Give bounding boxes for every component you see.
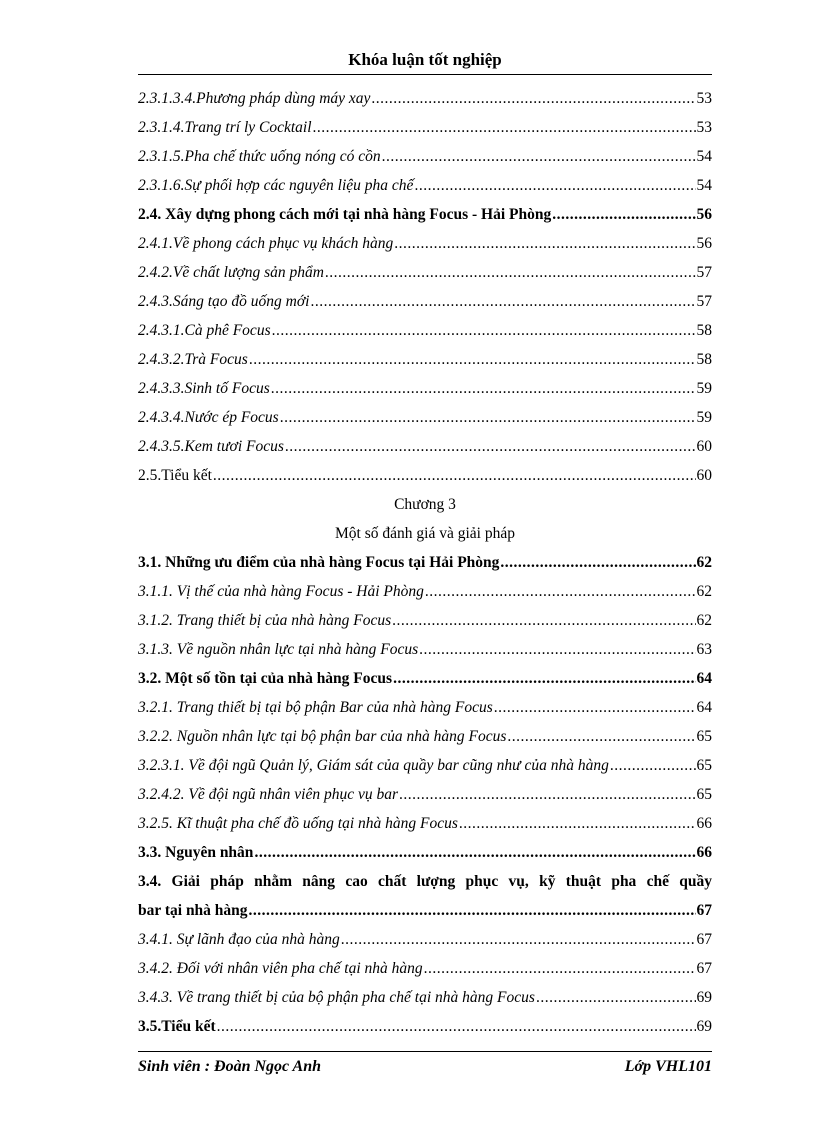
dot-leader [414,171,695,200]
toc-entry-page: 62 [696,554,712,571]
toc-entry-title: 2.4.3.4.Nước ép Focus [138,409,279,426]
toc-entry [138,84,712,113]
toc-entry-page: 65 [696,786,712,803]
dot-leader [371,84,695,113]
toc-entry-page: 64 [696,670,712,687]
toc-entry-title: 2.4.3.Sáng tạo đồ uống mới [138,293,310,310]
toc-entry-page: 56 [696,235,712,252]
dot-leader [249,896,696,925]
dot-leader [313,113,696,142]
toc-entry-page: 58 [696,351,712,368]
dot-leader [325,258,696,287]
toc-entry-title: 3.1. Những ưu điểm của nhà hàng Focus tại Hải Phòng [138,554,500,571]
dot-leader [536,983,696,1012]
chapter-heading: Chương 3 [394,496,456,513]
toc-entry [138,809,712,838]
toc-entry [138,171,712,200]
toc-entry-page: 65 [696,757,712,774]
toc-entry-title: 2.4. Xây dựng phong cách mới tại nhà hàng Focus - Hải Phòng [138,206,552,223]
toc-entry [138,693,712,722]
toc-entry-page: 60 [696,438,712,455]
dot-leader [459,809,696,838]
toc-entry-page: 67 [696,960,712,977]
dot-leader [610,751,696,780]
toc-entry-page: 57 [696,293,712,310]
toc-entry [138,664,712,693]
toc-entry-page: 59 [696,409,712,426]
toc-entry [138,1012,712,1041]
toc-entry [138,954,712,983]
toc-entry [138,316,712,345]
toc-entry-page: 67 [696,902,712,919]
toc-entry-page: 53 [696,90,712,107]
toc-entry [138,374,712,403]
toc-entry-title: 3.1.1. Vị thế của nhà hàng Focus - Hải Phòng [138,583,424,600]
dot-leader [272,316,696,345]
dot-leader [507,722,695,751]
toc-entry [138,461,712,490]
toc-entry [138,751,712,780]
toc-entry [138,548,712,577]
dot-leader [425,577,696,606]
toc-entry [138,925,712,954]
toc-entry [138,229,712,258]
toc-entry-title: 3.1.2. Trang thiết bị của nhà hàng Focus [138,612,392,629]
dot-leader [399,780,695,809]
toc-entry-title: 2.4.3.5.Kem tươi Focus [138,438,284,455]
toc-entry [138,635,712,664]
toc-entry-title: 2.4.3.2.Trà Focus [138,351,248,368]
toc-entry [138,287,712,316]
dot-leader [280,403,696,432]
toc-entry-title: 2.3.1.3.4.Phương pháp dùng máy xay [138,90,371,107]
toc-entry-page: 65 [696,728,712,745]
dot-leader [217,1012,696,1041]
dot-leader [285,432,696,461]
toc-entry-title: 2.4.1.Về phong cách phục vụ khách hàng [138,235,394,252]
dot-leader [254,838,695,867]
dot-leader [271,374,696,403]
toc-entry [138,113,712,142]
toc-entry [138,983,712,1012]
footer-class: Lớp VHL101 [624,1058,712,1075]
toc-entry-page: 56 [696,206,712,223]
toc-entry-title: 2.3.1.5.Pha chế thức uống nóng có cồn [138,148,381,165]
toc-entry [138,780,712,809]
toc-entry-page: 57 [696,264,712,281]
toc-entry-title-continued: bar tại nhà hàng [138,902,248,919]
dot-leader [494,693,696,722]
toc-entry-page: 69 [696,1018,712,1035]
toc-entry-title: 3.1.3. Về nguồn nhân lực tại nhà hàng Focus [138,641,419,658]
dot-leader [393,664,695,693]
dot-leader [249,345,696,374]
toc-entry-page: 66 [696,844,712,861]
toc-entry-title: 2.3.1.6.Sự phối hợp các nguyên liệu pha chế [138,177,414,194]
toc-entry-page: 64 [696,699,712,716]
dot-leader [341,925,696,954]
toc-entry-title: 3.4.2. Đối với nhân viên pha chế tại nhà hàng [138,960,423,977]
toc-entry-title: 3.3. Nguyên nhân [138,844,254,861]
toc-entry-page: 59 [696,380,712,397]
toc-entry [138,432,712,461]
toc-entry-title: 3.2.4.2. Về đội ngũ nhân viên phục vụ bar [138,786,399,803]
toc-entry-title: 3.2. Một số tồn tại của nhà hàng Focus [138,670,393,687]
toc-entry-title: 3.2.2. Nguồn nhân lực tại bộ phận bar của nhà hàng Focus [138,728,507,745]
toc-entry-title: 2.5.Tiểu kết [138,467,212,484]
toc-entry [138,345,712,374]
toc-entry-title: 3.2.3.1. Về đội ngũ Quản lý, Giám sát của quầy bar cũng như của nhà hàng [138,757,609,774]
toc-entry-title: 3.4. Giải pháp nhằm nâng cao chất lượng phục vụ, kỹ thuật pha chế quầy [138,873,712,890]
toc-entry-page: 69 [696,989,712,1006]
dot-leader [394,229,695,258]
dot-leader [213,461,696,490]
toc-entry-title: 3.2.1. Trang thiết bị tại bộ phận Bar của nhà hàng Focus [138,699,493,716]
toc-entry-page: 62 [696,583,712,600]
toc-entry-title: 3.2.5. Kĩ thuật pha chế đồ uống tại nhà hàng Focus [138,815,458,832]
dot-leader [500,548,695,577]
toc-entry-title: 3.5.Tiểu kết [138,1018,216,1035]
chapter-heading: Một số đánh giá và giải pháp [335,525,515,542]
page-header-title: Khóa luận tốt nghiệp [138,46,712,75]
table-of-contents [138,84,712,1041]
toc-entry-title: 3.4.3. Về trang thiết bị của bộ phận pha chế tại nhà hàng Focus [138,989,535,1006]
toc-entry [138,577,712,606]
toc-entry-title: 3.4.1. Sự lãnh đạo của nhà hàng [138,931,340,948]
dot-leader [424,954,696,983]
toc-entry-title: 2.3.1.4.Trang trí ly Cocktail [138,119,312,136]
toc-entry-page: 62 [696,612,712,629]
toc-entry [138,403,712,432]
toc-entry-page: 67 [696,931,712,948]
toc-entry-page: 58 [696,322,712,339]
dot-leader [310,287,695,316]
toc-entry-page: 66 [696,815,712,832]
toc-entry-title: 2.4.2.Về chất lượng sản phẩm [138,264,324,281]
toc-entry-page: 54 [696,177,712,194]
toc-entry-title: 2.4.3.3.Sinh tố Focus [138,380,270,397]
page-footer [138,1051,712,1082]
dot-leader [392,606,695,635]
dot-leader [382,142,696,171]
toc-entry-page: 54 [696,148,712,165]
toc-entry [138,838,712,867]
footer-student-name: Sinh viên : Đoàn Ngọc Anh [138,1058,321,1075]
toc-entry [138,258,712,287]
toc-entry-page: 60 [696,467,712,484]
dot-leader [552,200,695,229]
toc-entry-page: 63 [696,641,712,658]
toc-entry-title: 2.4.3.1.Cà phê Focus [138,322,271,339]
toc-entry [138,722,712,751]
toc-entry [138,200,712,229]
toc-entry-page: 53 [696,119,712,136]
toc-entry [138,142,712,171]
toc-entry [138,867,712,925]
toc-entry [138,606,712,635]
dot-leader [419,635,695,664]
